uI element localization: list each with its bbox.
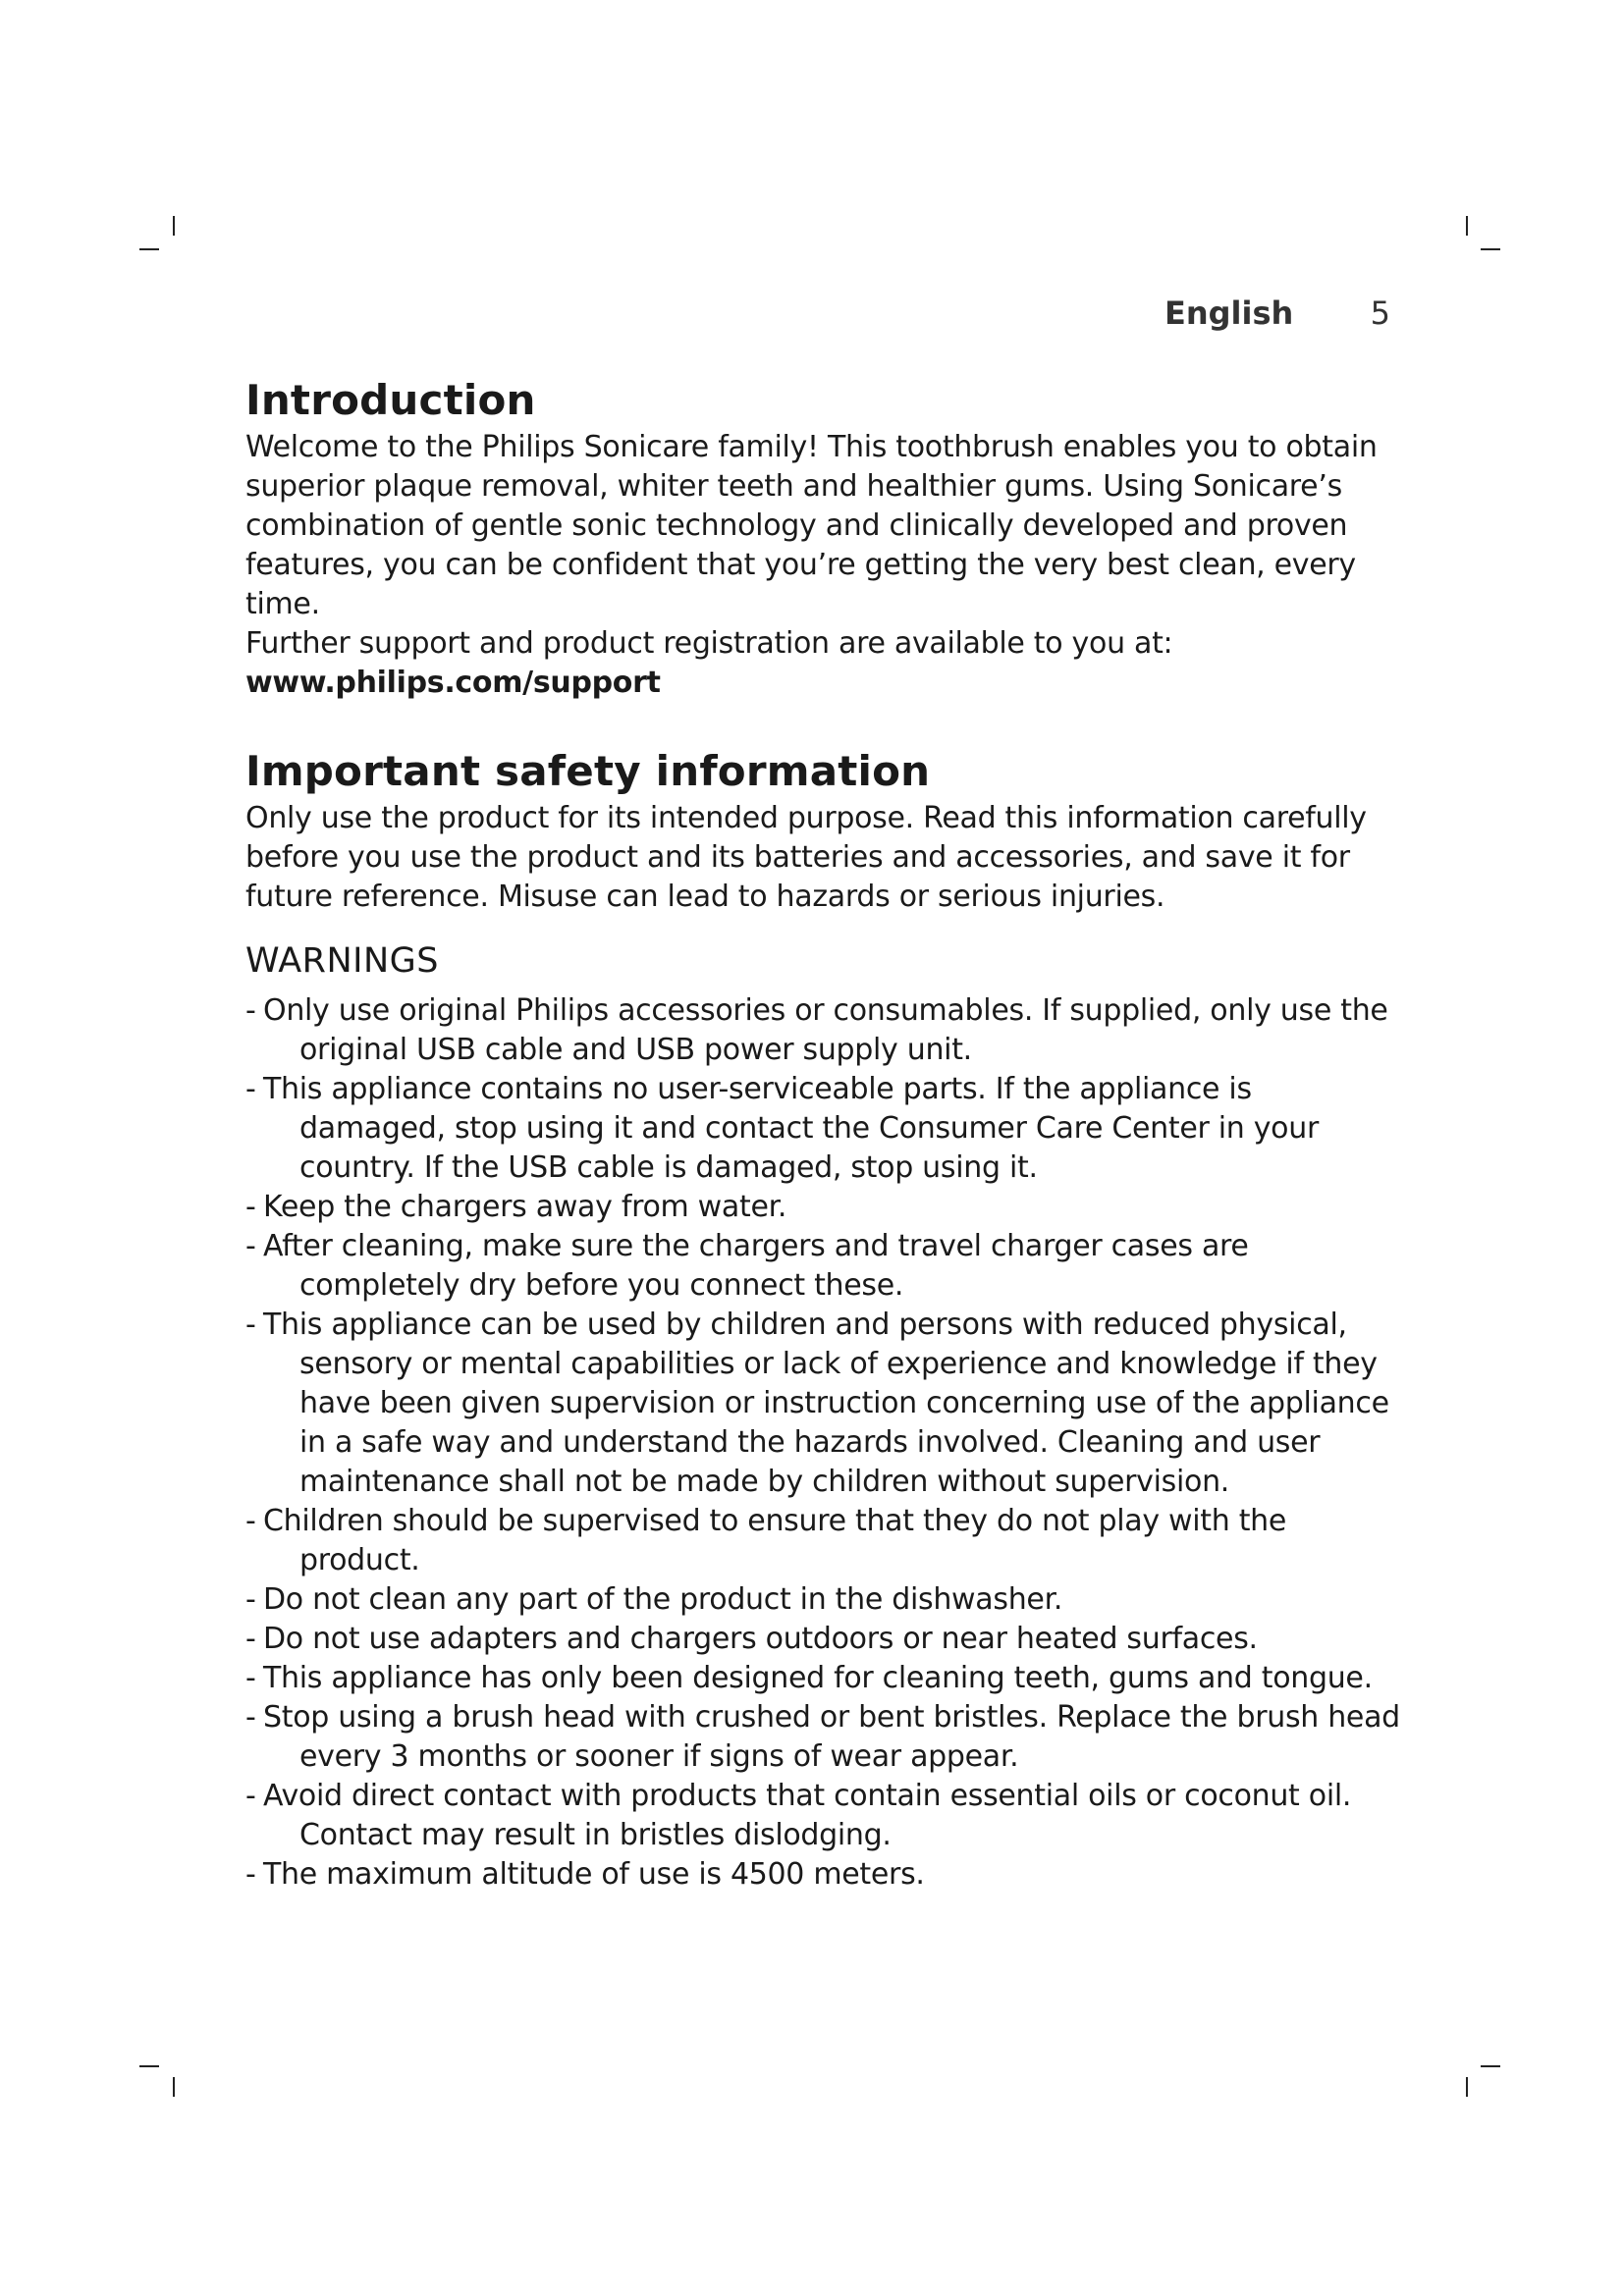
bullet-dash: - [245,1072,256,1106]
crop-mark-top-left-v [173,216,175,236]
safety-title: Important safety information [245,747,931,795]
crop-mark-top-right-v [1466,216,1468,236]
support-paragraph: Further support and product registration are available to you at: [245,626,1173,661]
warning-item: - Do not use adapters and chargers outdoors or near heated surfaces. [245,1620,1404,1659]
warning-item: - Stop using a brush head with crushed or bent bristles. Replace the brush head every 3 months or sooner if signs of wear appear. [245,1700,1400,1774]
warning-item: - Children should be supervised to ensure that they do not play with the product. [245,1504,1287,1577]
bullet-dash: - [245,1622,256,1656]
warning-item: - After cleaning, make sure the chargers and travel charger cases are completely dry before you connect these. [245,1229,1249,1303]
bullet-dash: - [245,1582,256,1617]
crop-mark-top-left-h [139,248,159,250]
warning-item: - This appliance contains no user-serviceable parts. If the appliance is damaged, stop using it and contact the Consumer Care Center in your country. If the USB cable is damaged, stop using it. [245,1072,1319,1185]
bullet-dash: - [245,1308,256,1342]
warning-item: - Do not clean any part of the product in the dishwasher. [245,1580,1404,1620]
crop-mark-bottom-right-h [1481,2065,1500,2067]
warning-item: - Avoid direct contact with products that contain essential oils or coconut oil. Contact may result in bristles dislodging. [245,1779,1352,1852]
introduction-title: Introduction [245,376,536,424]
warning-item: - The maximum altitude of use is 4500 meters. [245,1855,1404,1895]
bullet-dash: - [245,1229,256,1263]
bullet-dash: - [245,993,256,1028]
crop-mark-bottom-right-v [1466,2077,1468,2097]
support-link[interactable]: www.philips.com/support [245,666,661,700]
bullet-dash: - [245,1504,256,1538]
bullet-dash: - [245,1661,256,1695]
page-content [245,373,1404,1895]
warning-item: - This appliance can be used by children and persons with reduced physical, sensory or mental capabilities or lack of experience and knowledge if they have been given supervision or instruction concerning use of the appliance in a safe way and understand the hazards involved. Cleaning and user maintenance shall not be made by children without supervision. [245,1308,1389,1499]
page-header [1164,294,1390,334]
warning-item: - Only use original Philips accessories or consumables. If supplied, only use the original USB cable and USB power supply unit. [245,993,1388,1067]
warning-item: - Keep the chargers away from water. [245,1188,1404,1227]
introduction-paragraph: Welcome to the Philips Sonicare family! This toothbrush enables you to obtain superior plaque removal, whiter teeth and healthier gums. Using Sonicare’s combination of gentle sonic technology and clinically developed and proven features, you can be confident that you’re getting the very best clean, every time. [245,430,1378,621]
bullet-dash: - [245,1857,256,1892]
language-label: English [1164,294,1294,332]
page-number: 5 [1370,294,1390,332]
crop-mark-top-right-h [1481,248,1500,250]
safety-paragraph: Only use the product for its intended purpose. Read this information carefully before you use the product and its batteries and accessories, and save it for future reference. Misuse can lead to hazards or serious injuries. [245,801,1367,914]
crop-mark-bottom-left-h [139,2065,159,2067]
bullet-dash: - [245,1190,256,1224]
crop-mark-bottom-left-v [173,2077,175,2097]
warnings-list [245,991,1404,1895]
bullet-dash: - [245,1779,256,1813]
warning-item: - This appliance has only been designed for cleaning teeth, gums and tongue. [245,1659,1404,1698]
warnings-heading: WARNINGS [245,941,439,981]
bullet-dash: - [245,1700,256,1735]
